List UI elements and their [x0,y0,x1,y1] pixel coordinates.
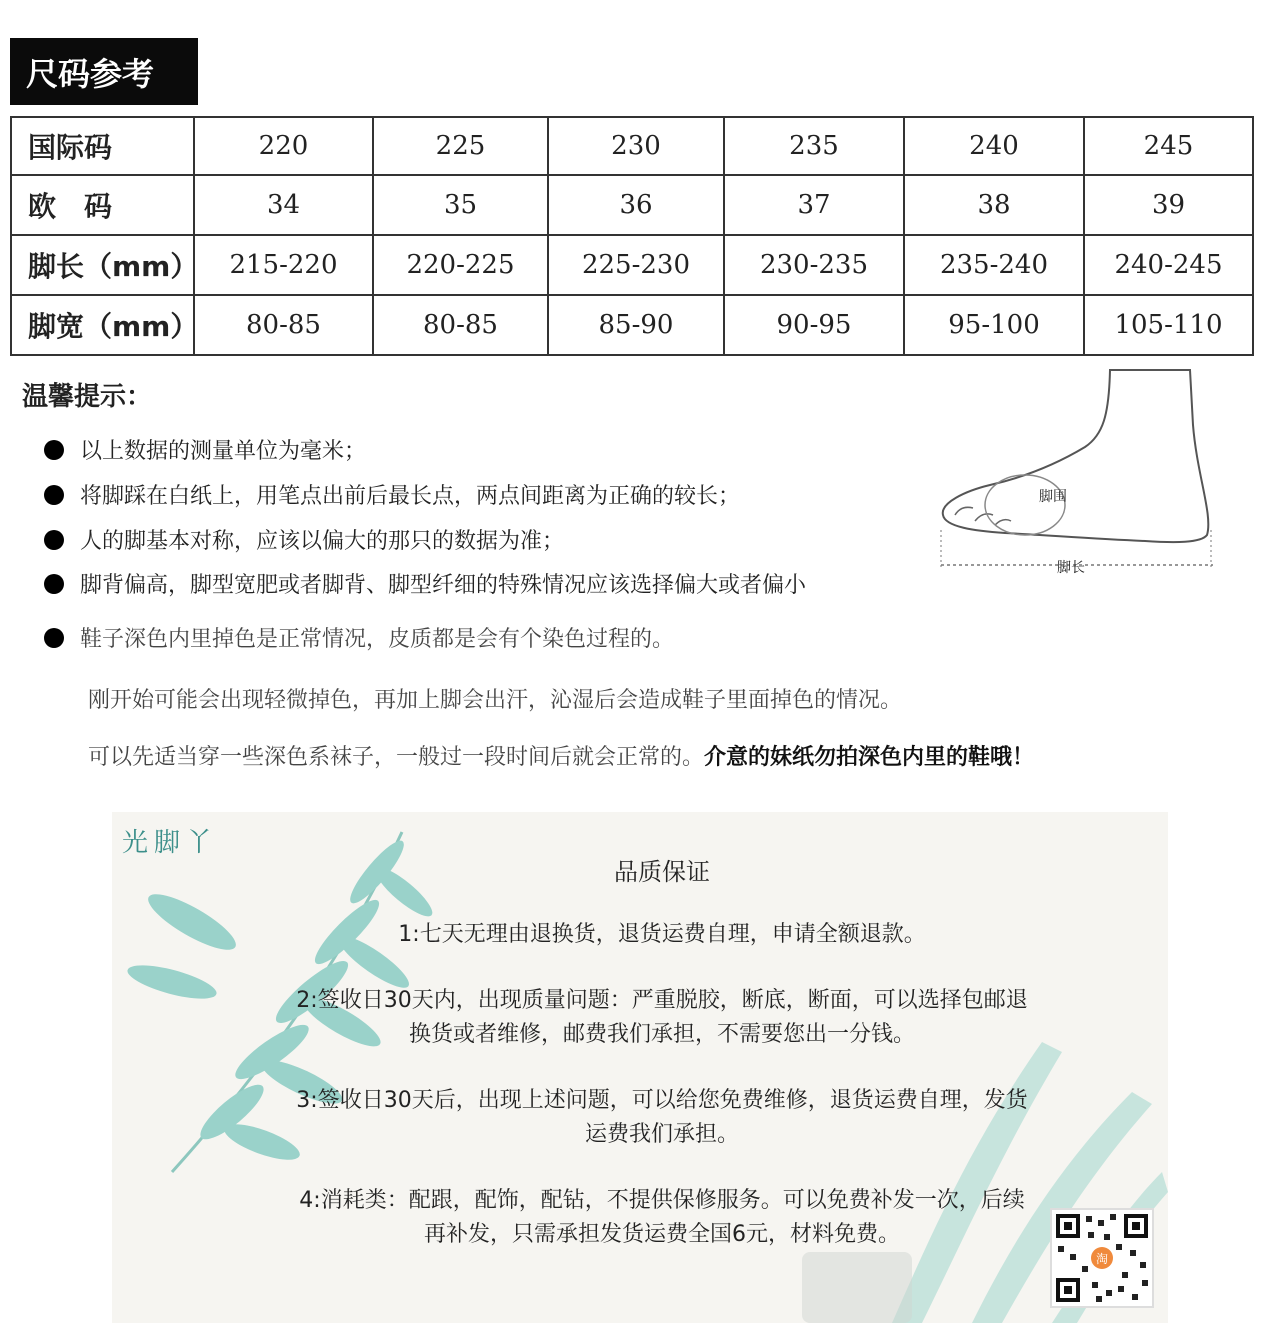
quality-title: 品质保证 [614,858,710,886]
size-table [10,116,1254,356]
table-cell: 36 [548,175,724,235]
girth-loop [985,475,1065,535]
row-header: 欧 码 [11,175,194,235]
girth-label: 脚围 [1039,489,1067,505]
tip-note-text: 可以先适当穿一些深色系袜子，一般过一段时间后就会正常的。 [88,745,705,770]
table-cell: 35 [373,175,548,235]
tip-note-bold: 介意的妹纸勿拍深色内里的鞋哦！ [704,745,1035,770]
bullet-icon [44,628,64,648]
quality-guarantee-card [112,812,1168,1323]
tip-text: 将脚踩在白纸上，用笔点出前后最长点，两点间距离为正确的较长； [80,484,741,509]
table-row-international [11,117,1253,175]
table-cell: 37 [724,175,904,235]
foot-outline [943,370,1209,542]
tip-item [44,479,740,510]
table-row-eu [11,175,1253,235]
brand-logo-text: 光脚丫 [122,828,219,858]
quality-item: 4:消耗类：配跟，配饰，配钻，不提供保修服务。可以免费补发一次，后续再补发，只需承担发货运费全国6元，材料免费。 [299,1188,1025,1247]
tip-text: 以上数据的测量单位为毫米； [80,439,367,464]
table-cell: 240-245 [1084,235,1253,295]
size-reference-title [10,38,198,105]
table-cell: 240 [904,117,1084,175]
tip-item [44,568,806,599]
table-cell: 80-85 [373,295,548,355]
tip-item [44,524,564,555]
row-header: 国际码 [11,117,194,175]
table-row-foot-width [11,295,1253,355]
tip-text: 人的脚基本对称，应该以偏大的那只的数据为准； [80,529,565,554]
qr-badge-text: 淘 [1095,1252,1109,1266]
table-cell: 225-230 [548,235,724,295]
table-cell: 220-225 [373,235,548,295]
table-cell: 39 [1084,175,1253,235]
length-label: 脚长 [1057,560,1085,576]
table-cell: 235 [724,117,904,175]
tip-note-line: 刚开始可能会出现轻微掉色，再加上脚会出汗，沁湿后会造成鞋子里面掉色的情况。 [88,688,903,713]
table-cell: 245 [1084,117,1253,175]
title-text: 尺码参考 [26,54,155,93]
tips-title: 温馨提示： [22,382,153,412]
quality-item: 1:七天无理由退换货，退货运费自理，申请全额退款。 [398,922,926,947]
quality-item: 2:签收日30天内，出现质量问题：严重脱胶，断底，断面，可以选择包邮退换货或者维修，邮费我们承担，不需要您出一分钱。 [296,988,1028,1047]
table-cell: 225 [373,117,548,175]
table-cell: 90-95 [724,295,904,355]
table-row-foot-length [11,235,1253,295]
row-header: 脚长（mm） [11,235,194,295]
table-cell: 38 [904,175,1084,235]
tip-text: 脚背偏高，脚型宽肥或者脚背、脚型纤细的特殊情况应该选择偏大或者偏小 [80,573,807,598]
table-cell: 230 [548,117,724,175]
table-cell: 215-220 [194,235,373,295]
toes-lines [955,507,1011,525]
tip-note-line [88,740,1034,771]
bullet-icon [44,440,64,460]
tip-item [44,622,674,653]
table-cell: 105-110 [1084,295,1253,355]
row-header: 脚宽（mm） [11,295,194,355]
table-cell: 235-240 [904,235,1084,295]
qr-code [1050,1208,1154,1308]
quality-item: 3:签收日30天后，出现上述问题，可以给您免费维修，退货运费自理，发货运费我们承担。 [296,1088,1028,1147]
bullet-icon [44,530,64,550]
table-cell: 85-90 [548,295,724,355]
tip-text: 鞋子深色内里掉色是正常情况，皮质都是会有个染色过程的。 [80,627,675,652]
table-cell: 230-235 [724,235,904,295]
bullet-icon [44,485,64,505]
foot-measurement-diagram [935,365,1225,580]
table-cell: 34 [194,175,373,235]
table-cell: 80-85 [194,295,373,355]
bullet-icon [44,574,64,594]
table-cell: 220 [194,117,373,175]
table-cell: 95-100 [904,295,1084,355]
qr-code-pattern [1052,1210,1152,1306]
tip-item [44,434,366,465]
